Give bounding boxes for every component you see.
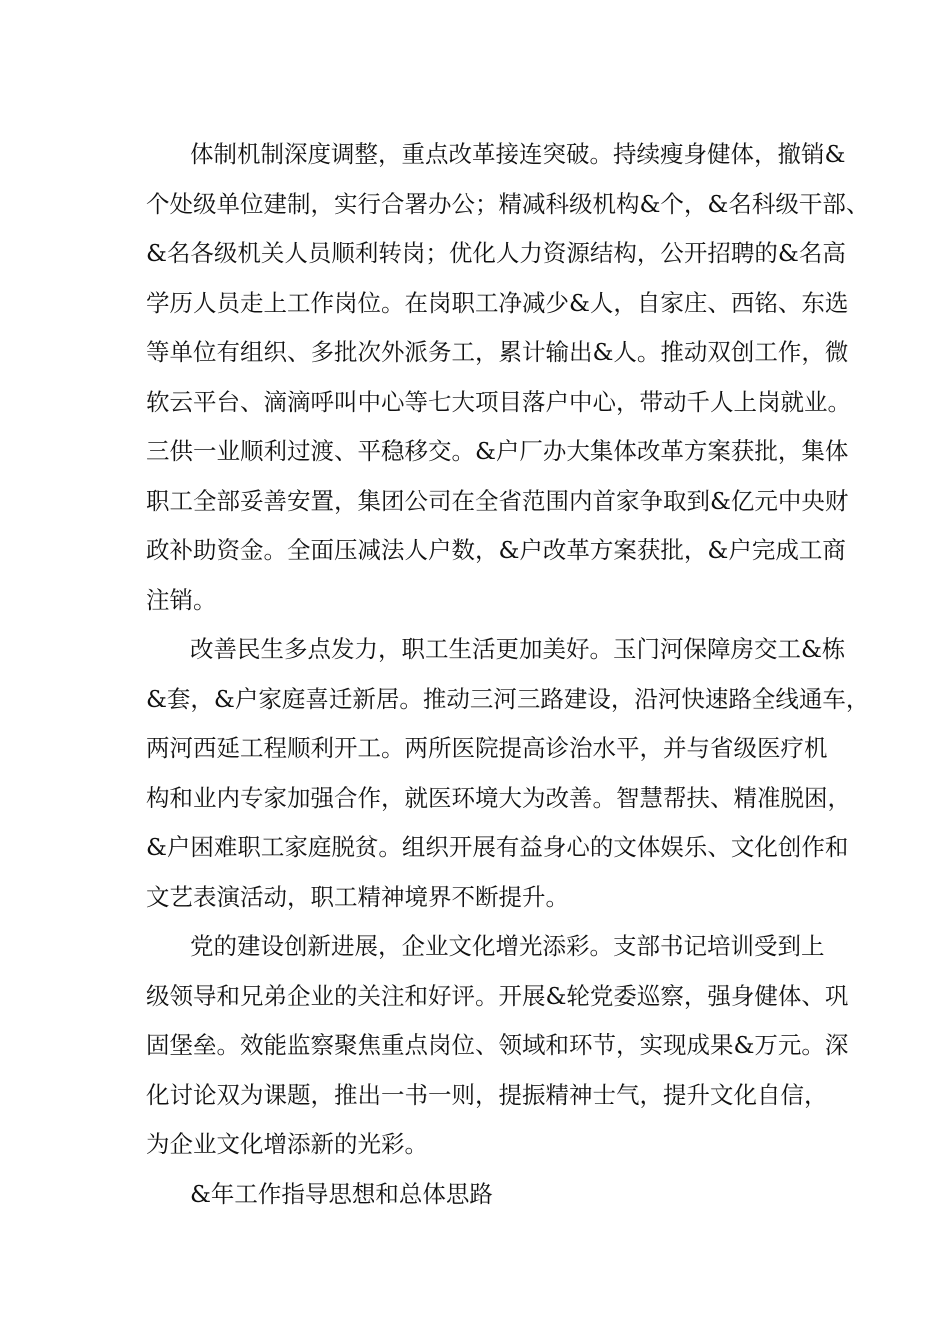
paragraph-1-line-6: 软云平台、滴滴呼叫中心等七大项目落户中心，带动千人上岗就业。 <box>146 388 851 416</box>
paragraph-1-line-5: 等单位有组织、多批次外派务工，累计输出&人。推动双创工作，微 <box>146 338 849 366</box>
section-heading: &年工作指导思想和总体思路 <box>190 1180 493 1208</box>
paragraph-1-line-3: &名各级机关人员顺利转岗；优化人力资源结构，公开招聘的&名高 <box>146 239 846 267</box>
paragraph-1-line-1: 体制机制深度调整，重点改革接连突破。持续瘦身健体，撤销& <box>190 140 846 168</box>
paragraph-1-line-10: 注销。 <box>146 586 217 614</box>
paragraph-1-line-7: 三供一业顺利过渡、平稳移交。&户厂办大集体改革方案获批，集体 <box>146 437 849 465</box>
paragraph-1-line-2: 个处级单位建制，实行合署办公；精减科级机构&个，&名科级干部、 <box>146 190 870 218</box>
paragraph-1-line-4: 学历人员走上工作岗位。在岗职工净减少&人，自家庄、西铭、东选 <box>146 289 849 317</box>
paragraph-2-line-5: &户困难职工家庭脱贫。组织开展有益身心的文体娱乐、文化创作和 <box>146 833 849 861</box>
paragraph-2-line-6: 文艺表演活动，职工精神境界不断提升。 <box>146 883 569 911</box>
paragraph-1-line-9: 政补助资金。全面压减法人户数，&户改革方案获批，&户完成工商 <box>146 536 846 564</box>
paragraph-3-line-5: 为企业文化增添新的光彩。 <box>146 1130 428 1158</box>
paragraph-2-line-3: 两河西延工程顺利开工。两所医院提高诊治水平，并与省级医疗机 <box>146 734 828 762</box>
paragraph-3-line-1: 党的建设创新进展，企业文化增光添彩。支部书记培训受到上 <box>190 932 825 960</box>
paragraph-2-line-2: &套，&户家庭喜迁新居。推动三河三路建设，沿河快速路全线通车， <box>146 685 870 713</box>
paragraph-1-line-8: 职工全部妥善安置，集团公司在全省范围内首家争取到&亿元中央财 <box>146 487 849 515</box>
paragraph-3-line-2: 级领导和兄弟企业的关注和好评。开展&轮党委巡察，强身健体、巩 <box>146 982 849 1010</box>
paragraph-2-line-4: 构和业内专家加强合作，就医环境大为改善。智慧帮扶、精准脱困， <box>146 784 851 812</box>
paragraph-3-line-4: 化讨论双为课题，推出一书一则，提振精神士气，提升文化自信， <box>146 1081 828 1109</box>
paragraph-2-line-1: 改善民生多点发力，职工生活更加美好。玉门河保障房交工&栋 <box>190 635 846 663</box>
paragraph-3-line-3: 固堡垒。效能监察聚焦重点岗位、领域和环节，实现成果&万元。深 <box>146 1031 849 1059</box>
